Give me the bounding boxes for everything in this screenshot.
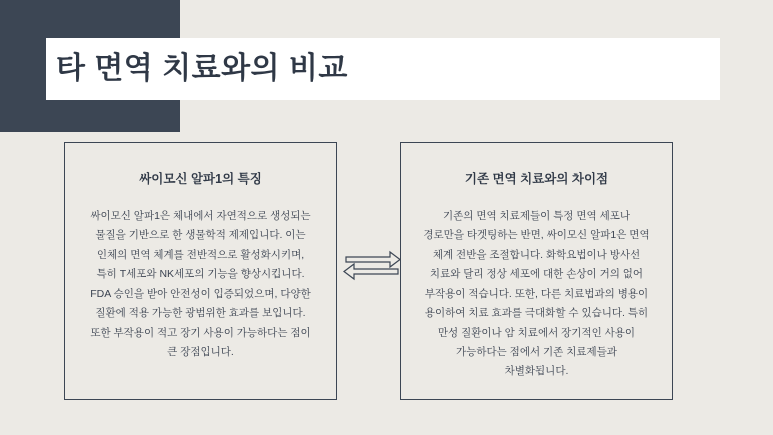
box-left-body: 싸이모신 알파1은 체내에서 자연적으로 생성되는 물질을 기반으로 한 생물학적 제제입니다. 이는 인체의 면역 체계를 전반적으로 활성화시키며, 특히 T세포와 NK세포의 기능을 향상시킵니다. FDA 승인을 받아 안전성이 입증되었으며, 다양한 질환에 적용 가능한 광범위한 효과를 보입니다. 또한 부작용이 적고 장기 사용이 가능하다는 점이 큰 장점입니다.: [90, 210, 311, 358]
double-arrow-exchange-icon: [342, 248, 402, 282]
comparison-box-right: [400, 142, 673, 400]
box-right-title: 기존 면역 치료와의 차이점: [464, 172, 609, 186]
page-title: 타 면역 치료와의 비교: [56, 52, 348, 85]
comparison-box-left: [64, 142, 337, 400]
box-right-body: 기존의 면역 치료제들이 특정 면역 세포나 경로만을 타겟팅하는 반면, 싸이모신 알파1은 면역 체계 전반을 조절합니다. 화학요법이나 방사선 치료와 달리 정상 세포에 대한 손상이 거의 없어 부작용이 적습니다. 또한, 다른 치료법과의 병용이 용이하여 치료 효과를 극대화할 수 있습니다. 특히 만성 질환이나 암 치료에서 장기적인 사용이 가능하다는 점에서 기존 치료제들과 차별화됩니다.: [423, 210, 650, 378]
box-left-title: 싸이모신 알파1의 특징: [139, 172, 262, 186]
